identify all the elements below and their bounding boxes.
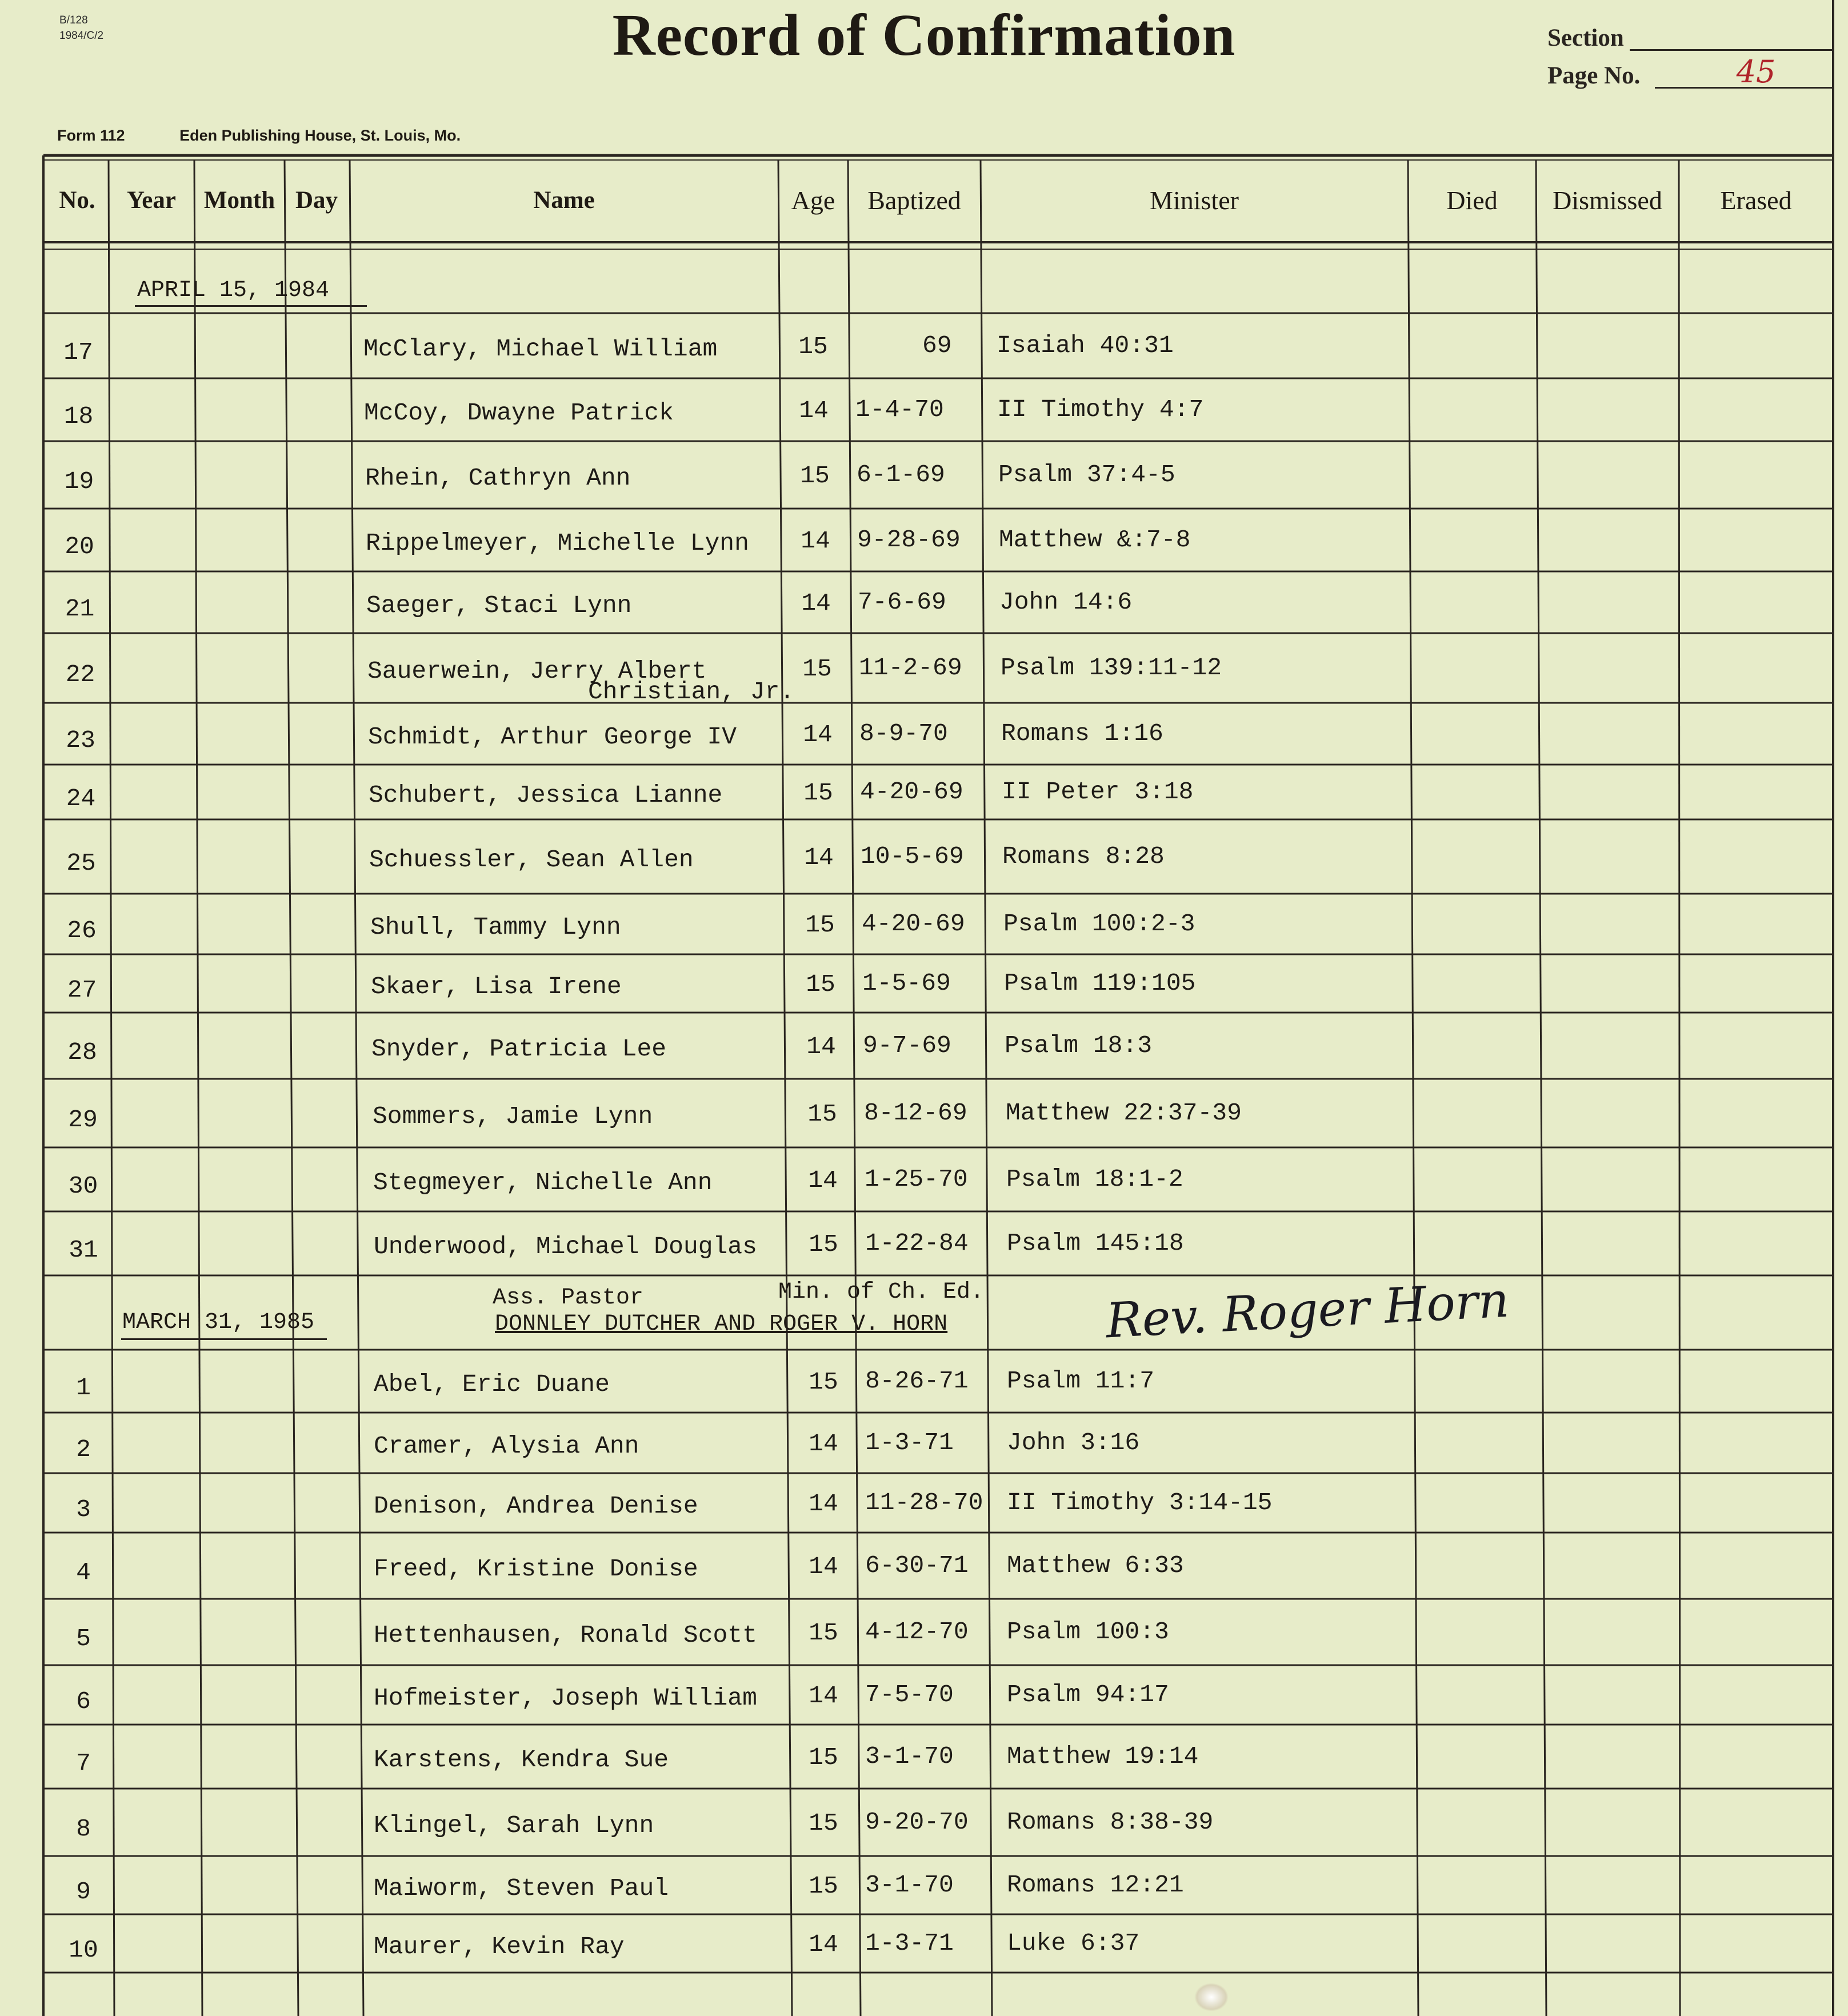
row-name: Hofmeister, Joseph William <box>374 1684 757 1712</box>
header-no: No. <box>59 187 95 214</box>
header-age: Age <box>791 186 835 215</box>
row-number: 30 <box>68 1172 98 1200</box>
row-name: Maurer, Kevin Ray <box>374 1933 625 1961</box>
row-number: 1 <box>76 1374 91 1402</box>
row-minister-verse: II Timothy 4:7 <box>997 395 1204 423</box>
row-age: 14 <box>799 397 829 425</box>
header-name: Name <box>533 187 595 214</box>
row-baptized: 1-5-69 <box>862 969 951 997</box>
row-number: 18 <box>63 402 94 430</box>
row-number: 17 <box>63 338 93 366</box>
row-minister-verse: Romans 8:28 <box>1002 842 1165 870</box>
row-age: 15 <box>800 462 830 490</box>
row-baptized: 1-3-71 <box>865 1929 954 1957</box>
row-name: Hettenhausen, Ronald Scott <box>374 1621 757 1649</box>
archive-ref-line-1: B/128 <box>59 14 88 26</box>
row-age: 15 <box>809 1230 838 1258</box>
row-baptized: 6-1-69 <box>857 461 945 489</box>
row-age: 15 <box>798 333 828 361</box>
row-name: Maiworm, Steven Paul <box>374 1874 669 1902</box>
row-minister-verse: Psalm 18:3 <box>1005 1031 1153 1059</box>
form-number: Form 112 <box>57 127 125 144</box>
row-age: 14 <box>803 721 833 749</box>
row-baptized: 8-26-71 <box>865 1367 969 1395</box>
row-baptized: 4-20-69 <box>860 778 963 806</box>
row-baptized: 9-28-69 <box>857 526 961 554</box>
row-number: 19 <box>64 467 94 495</box>
row-name: Schuessler, Sean Allen <box>369 846 694 874</box>
row-baptized: 8-9-70 <box>859 719 948 747</box>
row-minister-verse: John 3:16 <box>1007 1429 1140 1457</box>
row-minister-verse: Romans 8:38-39 <box>1007 1808 1214 1836</box>
row-minister-verse: Romans 12:21 <box>1007 1871 1184 1899</box>
row-age: 15 <box>809 1368 838 1396</box>
row-baptized: 1-22-84 <box>865 1229 969 1257</box>
row-name: Underwood, Michael Douglas <box>374 1233 757 1261</box>
row-minister-verse: II Peter 3:18 <box>1002 778 1194 806</box>
minister-signature: Rev. Roger Horn <box>1104 1271 1511 1349</box>
group1-date-underline <box>135 305 367 307</box>
row-minister-verse: John 14:6 <box>999 588 1133 616</box>
row-minister-verse: Romans 1:16 <box>1001 719 1163 747</box>
archive-ref-line-2: 1984/C/2 <box>59 30 104 42</box>
row-minister-verse: Matthew &:7-8 <box>999 526 1191 554</box>
row-baptized: 6-30-71 <box>865 1551 969 1579</box>
row-name: Saeger, Staci Lynn <box>366 591 632 619</box>
row-minister-verse: Psalm 100:2-3 <box>1003 910 1195 938</box>
row-age: 15 <box>809 1743 838 1771</box>
row-number: 5 <box>76 1625 91 1653</box>
row-name: Sommers, Jamie Lynn <box>373 1102 653 1130</box>
row-baptized: 1-25-70 <box>865 1165 968 1193</box>
row-baptized: 9-20-70 <box>865 1808 969 1836</box>
row-baptized: 11-2-69 <box>859 654 962 682</box>
row-name: Schmidt, Arthur George IV <box>368 723 737 751</box>
row-minister-verse: Psalm 11:7 <box>1007 1367 1155 1395</box>
group2-note-ministers: DONNLEY DUTCHER AND ROGER V. HORN <box>495 1311 948 1337</box>
row-name: Snyder, Patricia Lee <box>371 1035 667 1063</box>
row-age: 15 <box>807 1100 837 1128</box>
header-month: Month <box>203 187 275 214</box>
row-name: Karstens, Kendra Sue <box>374 1746 669 1774</box>
row-baptized: 7-5-70 <box>865 1681 954 1709</box>
row-age: 14 <box>809 1553 838 1581</box>
row-name: Shull, Tammy Lynn <box>370 913 621 941</box>
header-day: Day <box>295 187 338 214</box>
row-age: 15 <box>803 779 833 807</box>
section-label: Section <box>1547 25 1624 51</box>
row-name: Abel, Eric Duane <box>374 1370 610 1398</box>
row-age: 15 <box>805 911 835 939</box>
row-age: 14 <box>809 1930 838 1958</box>
row-name: McClary, Michael William <box>363 335 718 363</box>
row-baptized: 10-5-69 <box>861 842 964 870</box>
row-name: Sauerwein, Jerry Albert <box>367 657 707 685</box>
row-number: 22 <box>65 661 95 689</box>
row-minister-verse: Matthew 6:33 <box>1007 1551 1184 1579</box>
row-baptized: 7-6-69 <box>858 588 946 616</box>
row-name: Freed, Kristine Donise <box>374 1555 698 1583</box>
row-age: 15 <box>809 1619 838 1647</box>
row-minister-verse: Psalm 119:105 <box>1004 969 1196 997</box>
row-name: Rhein, Cathryn Ann <box>365 464 631 492</box>
row-name: Rippelmeyer, Michelle Lynn <box>366 529 749 557</box>
row-name: Klingel, Sarah Lynn <box>374 1811 654 1839</box>
row-baptized: 4-20-69 <box>862 910 965 938</box>
header-year: Year <box>127 187 176 214</box>
header-died: Died <box>1446 186 1498 215</box>
row-name: Cramer, Alysia Ann <box>374 1432 639 1460</box>
header-erased: Erased <box>1720 186 1792 215</box>
row-age: 15 <box>809 1809 838 1837</box>
row-baptized: 3-1-70 <box>865 1742 954 1770</box>
row-name: Denison, Andrea Denise <box>374 1492 698 1520</box>
row-minister-verse: Matthew 22:37-39 <box>1006 1099 1242 1127</box>
header-baptized: Baptized <box>867 186 961 215</box>
row-number: 3 <box>76 1495 91 1523</box>
row-number: 29 <box>68 1106 98 1134</box>
row-number: 2 <box>76 1435 91 1463</box>
row-number: 28 <box>67 1038 97 1066</box>
paper-stain <box>1194 1983 1229 2011</box>
row-minister-verse: Psalm 139:11-12 <box>1001 654 1222 682</box>
row-age: 14 <box>801 527 830 555</box>
row-number: 20 <box>65 533 94 561</box>
row-minister-verse: Psalm 18:1-2 <box>1006 1165 1183 1193</box>
row-baptized: 1-3-71 <box>865 1429 954 1457</box>
row-number: 23 <box>66 726 95 754</box>
row-minister-verse: Isaiah 40:31 <box>997 331 1174 359</box>
row-number: 25 <box>66 849 96 877</box>
header-minister: Minister <box>1150 186 1239 215</box>
row-number: 26 <box>67 917 97 945</box>
row-name: McCoy, Dwayne Patrick <box>364 399 674 427</box>
row-name: Skaer, Lisa Irene <box>371 973 622 1001</box>
group1-date: APRIL 15, 1984 <box>137 278 330 303</box>
row-age: 14 <box>809 1682 838 1710</box>
row-number: 7 <box>76 1749 91 1777</box>
row-number: 24 <box>66 785 96 813</box>
row-age: 14 <box>808 1166 838 1194</box>
row-baptized: 3-1-70 <box>865 1871 954 1899</box>
group2-note-assistant-pastor: Ass. Pastor <box>493 1285 644 1311</box>
row-age: 15 <box>806 970 835 998</box>
row-name: Stegmeyer, Nichelle Ann <box>373 1169 713 1197</box>
row-minister-verse: Luke 6:37 <box>1007 1929 1140 1957</box>
page-no-label: Page No. <box>1547 62 1641 89</box>
row-age: 14 <box>804 843 834 871</box>
row-number: 10 <box>69 1936 98 1964</box>
row-age: 14 <box>809 1490 838 1518</box>
row-minister-verse: Psalm 100:3 <box>1007 1618 1169 1646</box>
row-number: 9 <box>76 1878 91 1906</box>
row-age: 15 <box>809 1872 838 1900</box>
row-baptized: 1-4-70 <box>855 395 944 423</box>
page-no-value: 45 <box>1736 54 1776 90</box>
row-baptized: 11-28-70 <box>865 1489 983 1517</box>
publisher: Eden Publishing House, St. Louis, Mo. <box>179 127 461 144</box>
row-minister-verse: Psalm 145:18 <box>1007 1229 1184 1257</box>
row-minister-verse: Psalm 94:17 <box>1007 1681 1169 1709</box>
row-number: 4 <box>76 1558 91 1586</box>
row-baptized: 4-12-70 <box>865 1618 969 1646</box>
row-minister-verse: Matthew 19:14 <box>1007 1742 1199 1770</box>
page-title: Record of Confirmation <box>612 2 1236 68</box>
row-number: 8 <box>76 1815 91 1843</box>
row-baptized: 9-7-69 <box>863 1031 951 1059</box>
row-minister-verse: Psalm 37:4-5 <box>998 461 1175 489</box>
row-age: 14 <box>806 1033 836 1061</box>
row-name: Schubert, Jessica Lianne <box>369 781 723 809</box>
row-baptized: 69 <box>922 331 952 359</box>
header-dismissed: Dismissed <box>1553 186 1662 215</box>
row-age: 15 <box>802 655 832 683</box>
row-number: 31 <box>69 1236 98 1264</box>
group2-date: MARCH 31, 1985 <box>122 1310 315 1335</box>
row-baptized: 8-12-69 <box>864 1099 967 1127</box>
row-number: 21 <box>65 595 95 623</box>
row-age: 14 <box>809 1430 838 1458</box>
group2-note-min-ch-ed: Min. of Ch. Ed. <box>778 1279 985 1305</box>
row-name-continued: Christian, Jr. <box>588 678 795 706</box>
row-number: 27 <box>67 976 97 1004</box>
row-minister-verse: II Timothy 3:14-15 <box>1007 1489 1273 1517</box>
group2-date-underline <box>121 1338 327 1340</box>
row-number: 6 <box>76 1687 91 1715</box>
row-age: 14 <box>801 589 831 617</box>
